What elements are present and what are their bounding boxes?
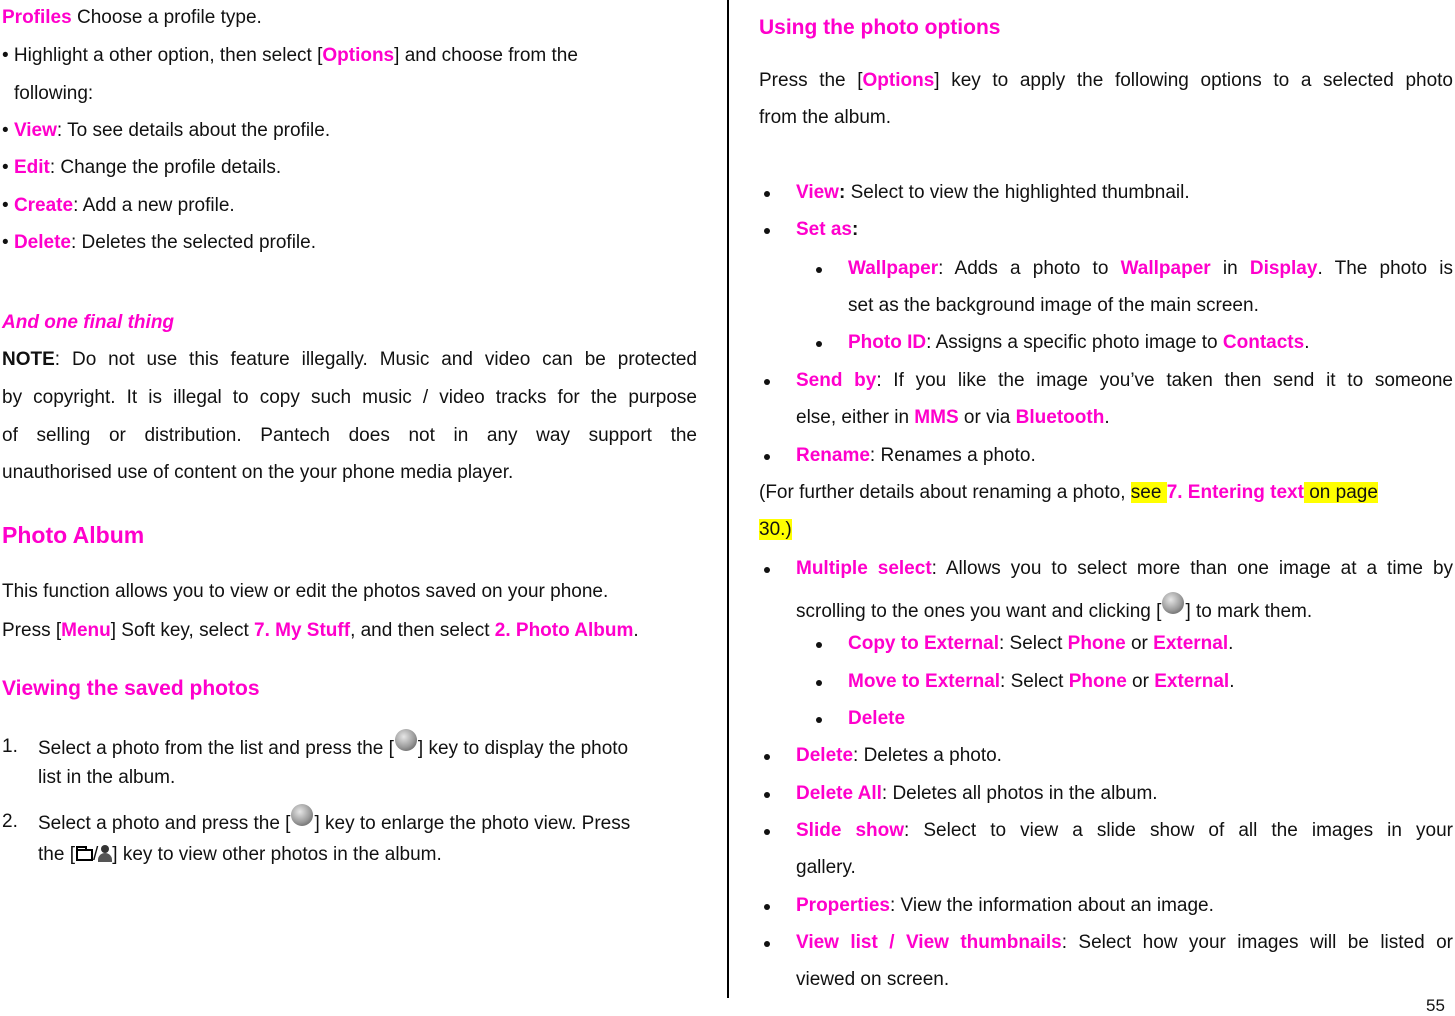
option-delete-all: Delete All: Deletes all photos in the album. xyxy=(796,783,1158,804)
options-intro-2: from the album. xyxy=(759,107,891,128)
options-intro-1: Press the [Options] key to apply the following options to a selected photo xyxy=(759,70,1453,91)
note-line-2: by copyright. It is illegal to copy such music / video tracks for the purpose xyxy=(2,387,697,408)
step-2-number: 2. xyxy=(2,811,18,832)
viewing-heading: Viewing the saved photos xyxy=(2,677,260,700)
step-2-line-2: the [ / ] key to view other photos in the album. xyxy=(38,844,442,865)
profiles-line: Profiles Choose a profile type. xyxy=(2,7,262,28)
option-delete: Delete: Deletes a photo. xyxy=(796,745,1002,766)
bullet-icon xyxy=(764,941,770,947)
option-multiple-select-cont: scrolling to the ones you want and clicking [ ] to mark them. xyxy=(796,598,1312,624)
suboption-copy-external: Copy to External: Select Phone or External. xyxy=(848,633,1234,654)
option-view: View: Select to view the highlighted thumbnail. xyxy=(796,182,1190,203)
album-press-line: Press [Menu] Soft key, select 7. My Stuff, and then select 2. Photo Album. xyxy=(2,620,639,641)
bullet-icon xyxy=(816,642,822,648)
ok-key-icon xyxy=(395,729,417,751)
step-2-line-1: Select a photo and press the [ ] key to enlarge the photo view. Press xyxy=(38,810,630,836)
option-view-list: View list / View thumbnails: Select how your images will be listed or xyxy=(796,932,1454,953)
bullet-icon xyxy=(764,754,770,760)
option-multiple-select: Multiple select: Allows you to select more than one image at a time by xyxy=(796,558,1454,579)
bullet-icon xyxy=(816,680,822,686)
option-send-by: Send by: If you like the image you’ve taken then send it to someone xyxy=(796,370,1453,391)
profile-delete-item: • Delete: Deletes the selected profile. xyxy=(2,232,316,253)
suboption-wallpaper: Wallpaper: Adds a photo to Wallpaper in Display. The photo is xyxy=(848,258,1453,279)
bullet-icon xyxy=(764,191,770,197)
option-slide-show-cont: gallery. xyxy=(796,857,856,878)
step-1-line-1: Select a photo from the list and press the [ ] key to display the photo xyxy=(38,735,628,761)
photo-options-heading: Using the photo options xyxy=(759,16,1001,39)
option-set-as: Set as: xyxy=(796,219,859,240)
page-number: 55 xyxy=(1426,996,1445,1015)
suboption-photo-id: Photo ID: Assigns a specific photo image to Contacts. xyxy=(848,332,1310,353)
note-line-3: of selling or distribution. Pantech does not in any way support the xyxy=(2,425,697,446)
profile-create-item: • Create: Add a new profile. xyxy=(2,195,235,216)
photo-album-heading: Photo Album xyxy=(2,522,145,548)
bullet-icon xyxy=(816,717,822,723)
contacts-icon xyxy=(98,845,112,862)
suboption-move-external: Move to External: Select Phone or External. xyxy=(848,671,1235,692)
rename-further-details: (For further details about renaming a photo, see 7. Entering text on page xyxy=(759,482,1378,503)
profile-view-item: • View: To see details about the profile. xyxy=(2,120,331,141)
step-1-number: 1. xyxy=(2,736,18,757)
bullet-icon xyxy=(816,267,822,273)
bullet-icon xyxy=(764,829,770,835)
column-divider xyxy=(727,0,729,998)
ok-key-icon xyxy=(291,804,313,826)
suboption-delete: Delete xyxy=(848,708,906,729)
bullet-icon xyxy=(816,341,822,347)
option-send-by-cont: else, either in MMS or via Bluetooth. xyxy=(796,407,1110,428)
step-1-line-2: list in the album. xyxy=(38,767,176,788)
bullet-icon xyxy=(764,904,770,910)
highlight-line: • Highlight a other option, then select [Options] and choose from the xyxy=(2,45,578,66)
ok-key-icon xyxy=(1162,592,1184,614)
note-label: NOTE xyxy=(2,349,55,370)
folder-icon xyxy=(76,849,93,861)
options-key: Options xyxy=(322,45,395,66)
album-intro: This function allows you to view or edit the photos saved on your phone. xyxy=(2,581,609,602)
bullet-icon xyxy=(764,228,770,234)
option-properties: Properties: View the information about an image. xyxy=(796,895,1214,916)
option-rename: Rename: Renames a photo. xyxy=(796,445,1036,466)
suboption-wallpaper-cont: set as the background image of the main screen. xyxy=(848,295,1259,316)
note-line-1: NOTE: Do not use this feature illegally. Music and video can be protected xyxy=(2,349,697,370)
bullet-icon xyxy=(764,792,770,798)
bullet-icon xyxy=(764,454,770,460)
final-thing-heading: And one final thing xyxy=(2,312,175,333)
rename-page-ref: 30.) xyxy=(759,519,792,540)
note-line-4: unauthorised use of content on the your phone media player. xyxy=(2,462,514,483)
bullet-icon xyxy=(764,567,770,573)
profile-edit-item: • Edit: Change the profile details. xyxy=(2,157,282,178)
option-slide-show: Slide show: Select to view a slide show of all the images in your xyxy=(796,820,1453,841)
bullet-icon xyxy=(764,379,770,385)
option-view-list-cont: viewed on screen. xyxy=(796,969,950,990)
profiles-label: Profiles xyxy=(2,7,72,28)
following-line: following: xyxy=(14,83,94,104)
